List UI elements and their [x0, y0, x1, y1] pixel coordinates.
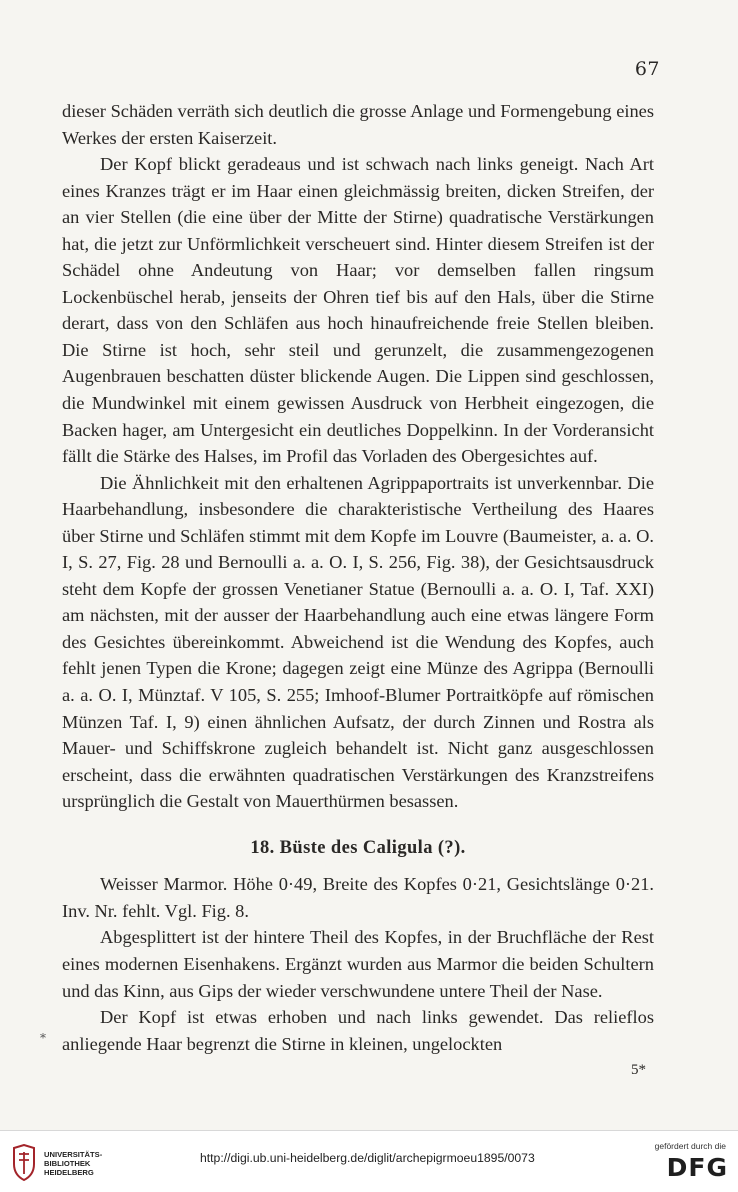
- library-seal-icon: [10, 1144, 38, 1182]
- margin-mark: *: [40, 1031, 46, 1045]
- paragraph-damage: Abgesplittert ist der hintere Theil des Kopfes, in der Bruchfläche der Rest eines modernen Eisenhakens. Ergänzt wurden aus Marmor die beiden Schultern und das Kinn, aus Gips der wieder verschwundene untere Theil der Nase.: [62, 927, 654, 1001]
- library-name: [44, 1150, 102, 1177]
- dfg-logo[interactable]: DFG: [666, 1153, 728, 1182]
- paragraph-head-description: Der Kopf blickt geradeaus und ist schwach nach links geneigt. Nach Art eines Kranzes trägt er im Haar einen gleichmässig breiten, dicken Streifen, der an vier Stellen (die eine über der Mitte der Stirne) quadratische Verstärkungen hat, die jetzt zur Unförmlichkeit verscheuert sind. Hinter diesem Streifen ist der Schädel ohne Andeutung von Haar; vor demselben fallen ringsum Lockenbüschel herab, jenseits der Ohren tief bis auf den Hals, über die Stirne derart, dass von den Schläfen aus hoch hinaufreichende freie Stellen bleiben. Die Stirne ist hoch, sehr steil und gerunzelt, die zusammengezogenen Augenbrauen beschatten düster blickende Augen. Die Lippen sind geschlossen, die Mundwinkel mit einem gewissen Ausdruck von Herbheit eingezogen, die Backen hager, am Untergesicht ein deutliches Doppelkinn. In der Vorderansicht fällt die Stärke des Halses, im Profil das Vorladen des Obergesichtes auf.: [62, 154, 654, 467]
- paragraph-material: Weisser Marmor. Höhe 0·49, Breite des Kopfes 0·21, Gesichtslänge 0·21. Inv. Nr. fehlt. Vgl. Fig. 8.: [62, 874, 654, 921]
- page-number: 67: [634, 58, 660, 80]
- source-url-link[interactable]: http://digi.ub.uni-heidelberg.de/diglit/archepigrmoeu1895/0073: [200, 1151, 535, 1165]
- section-heading: 18. Büste des Caligula (?).: [250, 837, 466, 858]
- body-text: [62, 98, 654, 1057]
- paragraph-comparison: Die Ähnlichkeit mit den erhaltenen Agrippaportraits ist unverkennbar. Die Haarbehandlung, insbesondere die charakteristische Vertheilung des Haares über Stirne und Schläfen stimmt mit dem Kopfe im Louvre (Baumeister, a. a. O. I, S. 27, Fig. 28 und Bernoulli a. a. O. I, S. 256, Fig. 38), der Gesichtsausdruck steht dem Kopfe der grossen Venetianer Statue (Bernoulli a. a. O. I, Taf. XXI) am nächsten, mit der ausser der Haarbehandlung auch eine etwas längere Form des Gesichtes übereinkommt. Abweichend ist die Wendung des Kopfes, auch fehlt jenen Typen die Krone; dagegen zeigt eine Münze des Agrippa (Bernoulli a. a. O. I, Münztaf. V 105, S. 255; Imhoof-Blumer Portraitköpfe auf römischen Münzen Taf. I, 9) einen ähnlichen Aufsatz, der durch Zinnen und Rostra als Mauer- und Schiffskrone zugleich behandelt ist. Nicht ganz ausgeschlossen erscheint, dass die erwähnten quadratischen Verstärkungen des Kranzstreifens ursprünglich die Gestalt von Mauerthürmen besassen.: [62, 472, 654, 812]
- paragraph-continuation: dieser Schäden verräth sich deutlich die grosse Anlage und Formengebung eines Werkes der ersten Kaiserzeit.: [62, 101, 654, 148]
- library-logo[interactable]: [10, 1143, 150, 1183]
- library-line-2: BIBLIOTHEK: [44, 1158, 91, 1168]
- digitization-footer: [0, 1130, 738, 1192]
- signature-mark: 5*: [631, 1062, 646, 1078]
- library-line-1: UNIVERSITÄTS-: [44, 1149, 103, 1159]
- library-line-3: HEIDELBERG: [44, 1167, 94, 1177]
- funding-caption: gefördert durch die: [654, 1141, 726, 1151]
- paragraph-head-pose: Der Kopf ist etwas erhoben und nach links gewendet. Das relieflos anliegende Haar begrenzt die Stirne in kleinen, ungelockten: [62, 1007, 654, 1054]
